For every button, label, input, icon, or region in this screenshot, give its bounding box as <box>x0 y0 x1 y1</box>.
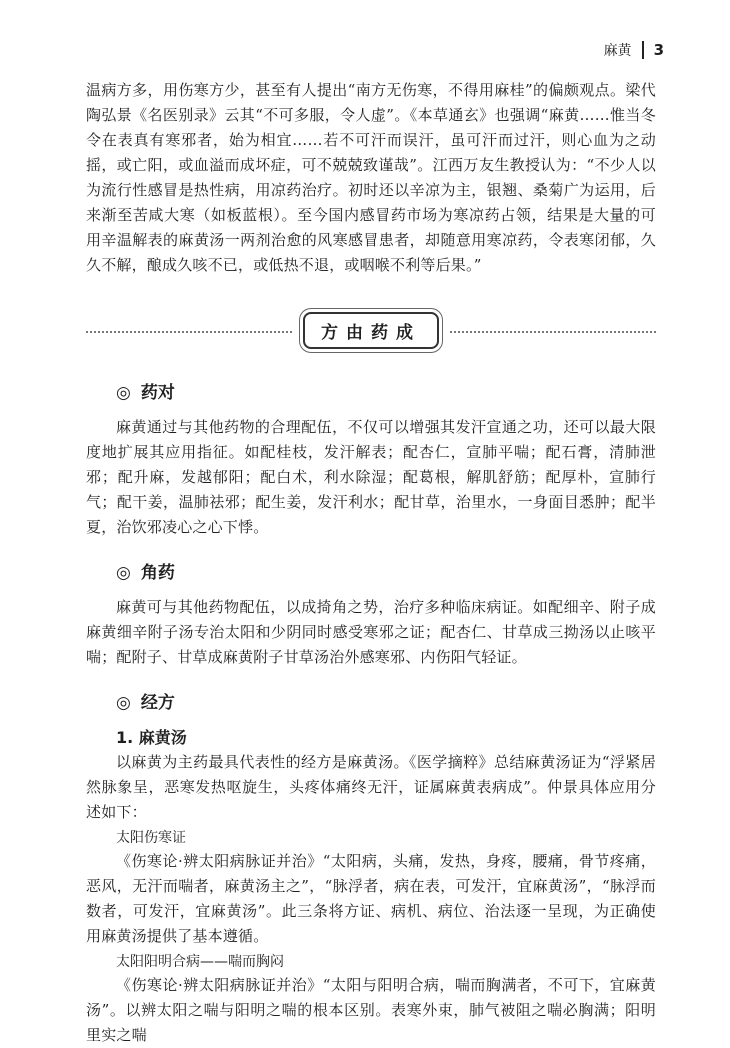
heading-jingfang <box>116 688 656 713</box>
bullet-circle-icon: ◎ <box>116 383 131 403</box>
bullet-circle-icon: ◎ <box>116 563 131 583</box>
intro-paragraph: 温病方多，用伤寒方少，甚至有人提出“南方无伤寒，不得用麻桂”的偏颇观点。梁代陶弘景《名医别录》云其“不可多服，令人虚”。《本草通玄》也强调“麻黄……惟当冬令在表真有寒邪者，始为相宜……若不可汗而误汗，虽可汗而过汗，则心血为之动摇，或亡阳，或血溢而成坏症，可不兢兢致谨哉”。江西万友生教授认为：“不少人以为流行性感冒是热性病，用凉药治疗。初时还以辛凉为主，银翘、桑菊广为运用，后来渐至苦咸大寒（如板蓝根）。至今国内感冒药市场为寒凉药占领，结果是大量的可用辛温解表的麻黄汤一两剂治愈的风寒感冒患者，却随意用寒凉药，令表寒闭郁，久久不解，酿成久咳不已，或低热不退，或咽喉不利等后果。” <box>86 81 656 274</box>
heading-jiaoyao <box>116 558 656 583</box>
jiaoyao-paragraph: 麻黄可与其他药物配伍，以成掎角之势，治疗多种临床病证。如配细辛、附子成麻黄细辛附子汤专治太阳和少阴同时感受寒邪之证；配杏仁、甘草成三拗汤以止咳平喘；配附子、甘草成麻黄附子甘草汤治外感寒邪、内伤阳气轻证。 <box>86 598 656 666</box>
subheading-mahuang-tang: 1. 麻黄汤 <box>116 728 187 747</box>
section-divider <box>86 304 656 360</box>
heading-yaodui-label: 药对 <box>140 383 175 403</box>
page-number: 3 <box>653 41 664 59</box>
case-heading-taiyang-shanghan: 太阳伤寒证 <box>116 830 186 846</box>
case-heading-taiyang-yangming: 太阳阳明合病——喘而胸闷 <box>116 954 284 970</box>
section-badge-title: 方由药成 <box>303 312 439 349</box>
yaodui-paragraph: 麻黄通过与其他药物的合理配伍，不仅可以增强其发汗宣通之功，还可以最大限度地扩展其应用指征。如配桂枝，发汗解表；配杏仁，宣肺平喘；配石膏，清肺泄邪；配升麻，发越郁阳；配白术，利水除湿；配葛根，解肌舒筋；配厚朴，宣肺行气；配干姜，温肺祛邪；配生姜，发汗利水；配甘草，治里水，一身面目悉肿；配半夏，治饮邪凌心之心下悸。 <box>86 418 656 536</box>
section-badge <box>293 312 449 349</box>
page-header <box>604 40 664 60</box>
header-divider <box>642 41 644 59</box>
bullet-circle-icon: ◎ <box>116 693 131 713</box>
heading-jiaoyao-label: 角药 <box>140 563 175 583</box>
running-title: 麻黄 <box>603 43 632 59</box>
heading-jingfang-label: 经方 <box>140 693 175 713</box>
heading-yaodui <box>116 378 656 403</box>
case-paragraph-taiyang-yangming: 《伤寒论·辨太阳病脉证并治》“太阳与阳明合病，喘而胸满者，不可下，宜麻黄汤”。以辨太阳之喘与阳明之喘的根本区别。表寒外束，肺气被阻之喘必胸满；阳明里实之喘 <box>86 976 656 1044</box>
mahuang-tang-paragraph: 以麻黄为主药最具代表性的经方是麻黄汤。《医学摘粹》总结麻黄汤证为“浮紧居然脉象呈，恶寒发热呕旋生，头疼体痛终无汗，证属麻黄表病成”。仲景具体应用分述如下： <box>86 753 656 821</box>
page-body <box>86 78 656 1048</box>
case-paragraph-taiyang-shanghan: 《伤寒论·辨太阳病脉证并治》“太阳病，头痛，发热，身疼，腰痛，骨节疼痛，恶风，无汗而喘者，麻黄汤主之”，“脉浮者，病在表，可发汗，宜麻黄汤”，“脉浮而数者，可发汗，宜麻黄汤”。此三条将方证、病机、病位、治法逐一呈现，为正确使用麻黄汤提供了基本遵循。 <box>86 852 656 945</box>
